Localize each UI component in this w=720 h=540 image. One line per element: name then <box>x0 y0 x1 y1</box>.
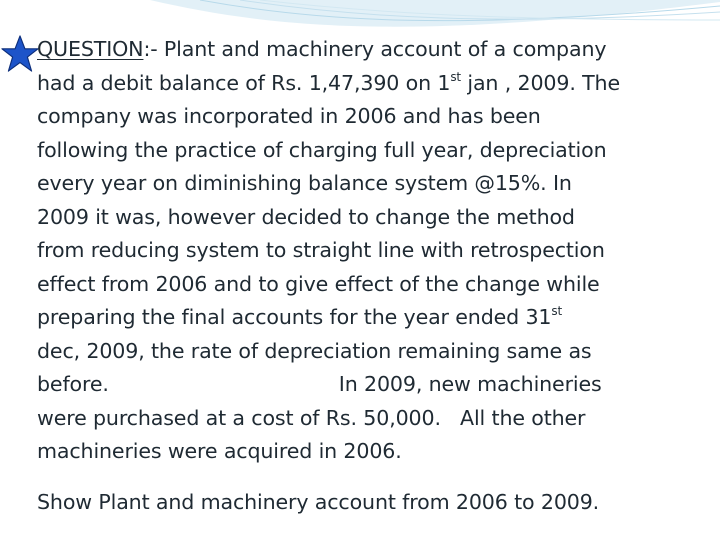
paragraph-line-11: before. In 2009, new machineries <box>37 372 602 396</box>
paragraph-line-13: machineries were acquired in 2006. <box>37 439 402 463</box>
instruction-text: Show Plant and machinery account from 2006 to 2009. <box>37 489 600 514</box>
paragraph-line-6: 2009 it was, however decided to change the method <box>37 204 575 229</box>
star-bullet-icon <box>1 34 39 74</box>
slide-content <box>37 33 713 519</box>
paragraph-line-3: company was incorporated in 2006 and has been <box>37 104 541 128</box>
paragraph-line-12: were purchased at a cost of Rs. 50,000. All the other <box>37 405 586 430</box>
paragraph-line-10: dec, 2009, the rate of depreciation remaining same as <box>37 338 592 363</box>
paragraph-line-8: effect from 2006 and to give effect of the change while <box>37 271 600 296</box>
paragraph-line-4: following the practice of charging full year, depreciation <box>37 137 607 162</box>
paragraph-line-9: preparing the final accounts for the year ended 31st <box>37 304 563 329</box>
paragraph-line-7: from reducing system to straight line with retrospection <box>37 238 605 262</box>
paragraph-line-5: every year on diminishing balance system @15%. In <box>37 171 572 195</box>
paragraph-line-2: had a debit balance of Rs. 1,47,390 on 1st jan , 2009. The <box>37 69 620 95</box>
paragraph-line-1: QUESTION:- Plant and machinery account of a company <box>37 37 607 61</box>
question-label: QUESTION <box>37 37 144 61</box>
